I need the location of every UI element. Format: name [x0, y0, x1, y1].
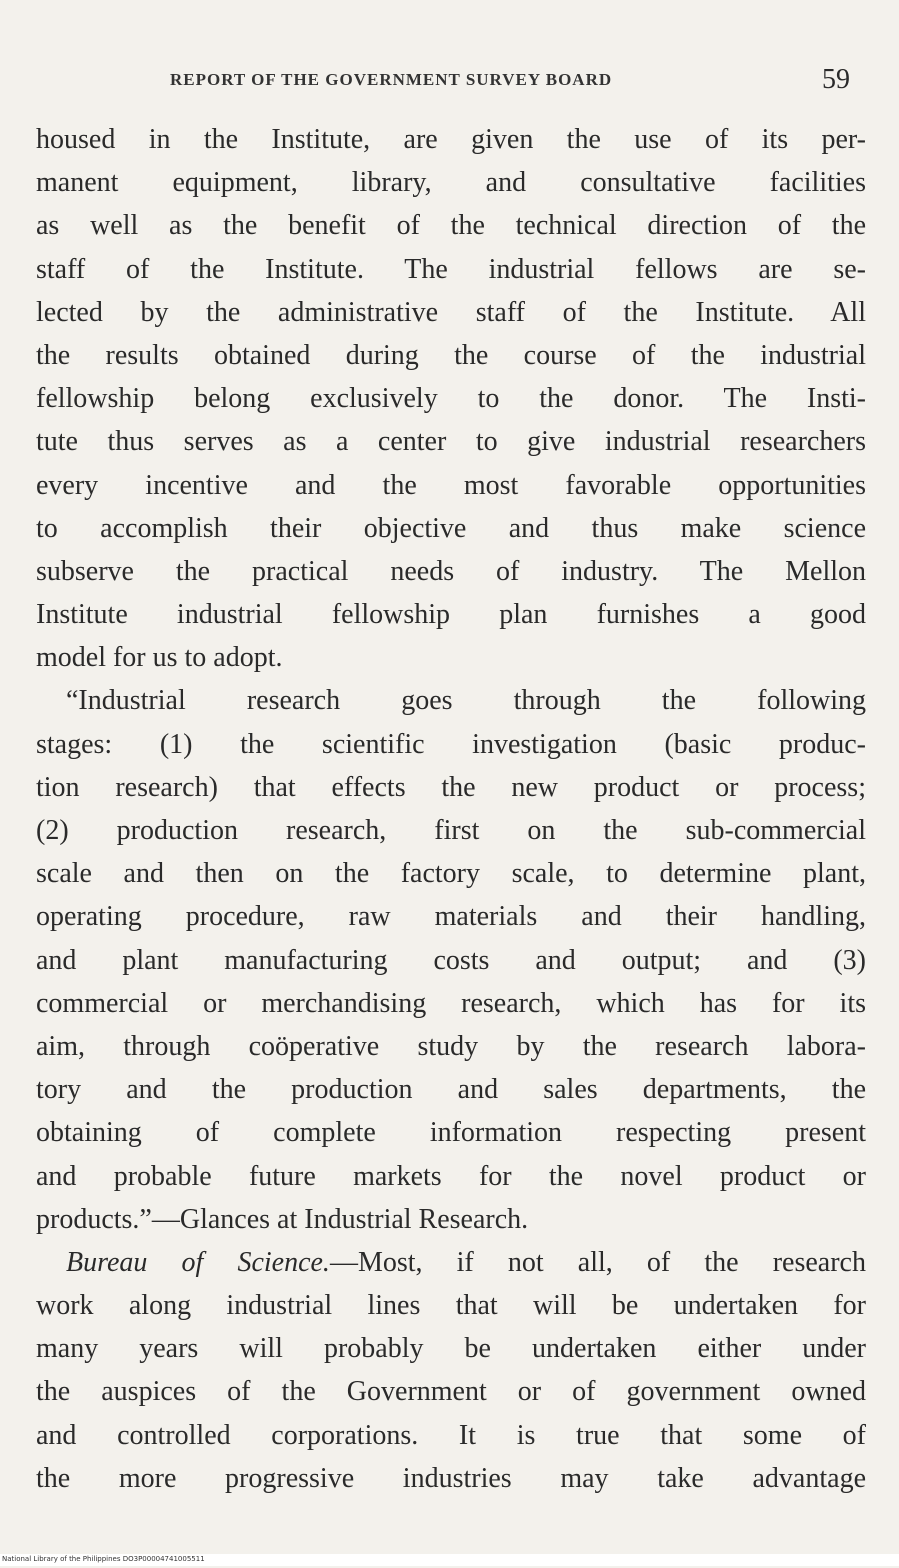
text-line: and controlled corporations. It is true that some of [36, 1419, 866, 1451]
text-line: subserve the practical needs of industry. The Mellon [36, 555, 866, 587]
text-line: operating procedure, raw materials and their handling, [36, 901, 866, 933]
text-line: many years will probably be undertaken either under [36, 1333, 866, 1365]
text-line: to accomplish their objective and thus make science [36, 512, 866, 544]
text-line: tute thus serves as a center to give industrial researchers [36, 426, 866, 458]
text-line: (2) production research, first on the sub-commercial [36, 815, 866, 846]
text-line: stages: (1) the scientific investigation (basic produc- [36, 728, 866, 760]
text-line: aim, through coöperative study by the research labora- [36, 1030, 866, 1062]
text-line: commercial or merchandising research, which has for its [36, 987, 866, 1019]
text-line: and plant manufacturing costs and output; and (3) [36, 944, 866, 976]
text-line: the more progressive industries may take advantage [36, 1462, 866, 1494]
text-line: staff of the Institute. The industrial fellows are se- [36, 253, 866, 285]
text-segment: —Most, if not all, of the research [329, 1246, 866, 1278]
text-line: tion research) that effects the new product or process; [36, 771, 866, 803]
text-line: fellowship belong exclusively to the donor. The Insti- [36, 383, 866, 415]
text-line: model for us to adopt. [36, 642, 283, 674]
text-line: “Industrial research goes through the following [66, 685, 866, 717]
running-title: REPORT OF THE GOVERNMENT SURVEY BOARD [170, 70, 613, 89]
page-number: 59 [822, 64, 850, 95]
text-line: work along industrial lines that will be undertaken for [36, 1290, 866, 1322]
text-line: housed in the Institute, are given the use of its per- [36, 124, 866, 155]
text-line: and probable future markets for the novel product or [36, 1160, 866, 1192]
text-line: the results obtained during the course of the industrial [36, 339, 866, 371]
running-head [150, 66, 850, 96]
text-line: every incentive and the most favorable opportunities [36, 469, 866, 501]
text-line [36, 1241, 866, 1284]
footer-text: National Library of the Philippines DO3P00004741005511 [2, 1555, 205, 1563]
text-line: scale and then on the factory scale, to determine plant, [36, 858, 866, 890]
body-text [36, 118, 866, 1500]
text-line: tory and the production and sales departments, the [36, 1074, 866, 1106]
text-line: lected by the administrative staff of the Institute. All [36, 296, 866, 328]
text-line: products.”—Glances at Industrial Research. [36, 1203, 529, 1235]
text-line: manent equipment, library, and consultative facilities [36, 167, 866, 199]
text-line: Institute industrial fellowship plan furnishes a good [36, 599, 866, 631]
text-line: as well as the benefit of the technical direction of the [36, 210, 866, 242]
text-line: obtaining of complete information respecting present [36, 1117, 866, 1149]
text-line: the auspices of the Government or of government owned [36, 1376, 866, 1408]
scan-footer [0, 1554, 899, 1566]
section-heading-inline: Bureau of Science. [66, 1246, 330, 1278]
